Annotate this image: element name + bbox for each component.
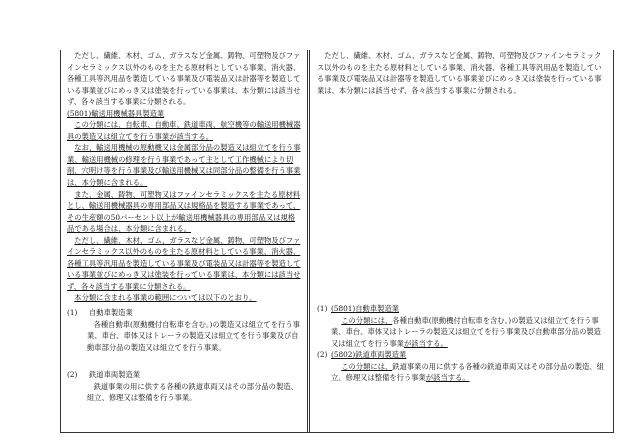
right-column: [317, 50, 607, 384]
right-item-1-number: (1): [317, 304, 328, 314]
right-item-2-header: [317, 349, 607, 361]
left-para-4: ただし、繊維、木材、ゴム、ガラスなど金属、鋳物、可塑物及びファインセラミックス以外のものを主たる原材料としている事業、消火器、各種工具等汎用品を製造している事業及び電装品又は計器等を製造している事業並びにめっき又は塗装を行っている事業は、本分類には該当せず、各々該当する事業に分類される。: [67, 235, 301, 291]
right-item-2-text: 鉄道事業の用に供する各種の鉄道車両又はその部分品の製造、組立、修理又は整備を行う事業: [331, 361, 604, 383]
right-item-1-lead: この分類には、: [341, 315, 393, 325]
left-item-1-title: 自動車製造業: [89, 308, 133, 318]
left-intro: ただし、繊維、木材、ゴム、ガラスなど金属、鋳物、可塑物及びファインセラミックス以外のものを主たる原材料としている事業、消火器、各種工具等汎用品を製造している事業及び電装品又は計器等を製造している事業並びにめっき又は塗装を行っている事業は、本分類には該当せず、各々該当する事業に分類される。: [67, 51, 301, 107]
comparison-table: [60, 50, 614, 433]
right-intro: ただし、繊維、木材、ゴム、ガラスなど金属、鋳物、可塑物及びファインセラミックス以外のものを主たる原材料としている事業、消火器、各種工具等汎用品を製造している事業及び電装品又は計器等を製造している事業並びにめっき又は塗装を行っている事業は、本分類には該当せず、各々該当する事業に分類される。: [317, 51, 602, 95]
left-item-2-title: 鉄道車両製造業: [89, 370, 141, 380]
left-heading: (5801)輸送用機械器具製造業: [67, 108, 165, 118]
left-item-1-body: 各種自動車(原動機付自転車を含む。)の製造又は組立てを行う事業、車台、車体又はトレーラの製造又は組立てを行う事業及び自動車部分品の製造又は組立てを行う事業。: [87, 319, 300, 352]
left-column: [67, 50, 301, 404]
right-item-1-text: 各種自動車(原動機付自転車を含む。)の製造又は組立てを行う事業、車台、車体又はトレーラの製造又は組立てを行う事業及び自動車部分品の製造又は組立てを行う事業: [331, 315, 601, 348]
left-para-2: なお、輸送用機械の原動機又は金属部分品の製造又は組立てを行う事業、輸送用機械の修理を行う事業であって主として工作機械により切削、穴明け等を行う事業及び輸送用機械又は同部分品の整備を行う事業は、本分類に含まれる。: [67, 143, 301, 188]
left-item-1-header: [67, 307, 301, 319]
right-item-2-body: [331, 361, 607, 384]
right-item-2-tail: が該当する。: [425, 373, 470, 383]
right-item-1-tail: が該当する。: [403, 338, 448, 348]
right-item-1-title: (5801)自動車製造業: [331, 304, 400, 314]
right-item-2-lead: この分類には、: [341, 361, 393, 371]
left-item-2-body: 鉄道事業の用に供する各種の鉄道車両又はその部分品の製造、組立、修理又は整備を行う事業。: [87, 381, 298, 403]
left-item-2-header: [67, 369, 301, 381]
right-item-1-header: [317, 303, 607, 315]
left-para-3: また、金属、鋳物、可塑物又はファインセラミックスを主たる原材料とし、輸送用機械器具の専用部品又は規格品を製造する事業であって、その生産額の50パーセント以上が輸送用機械器具の専用部品又は規格品である場合は、本分類に含まれる。: [67, 189, 301, 234]
left-item-2-number: (2): [67, 370, 78, 380]
right-item-2-number: (2): [317, 350, 328, 360]
right-item-2-title: (5802)鉄道車両製造業: [331, 350, 407, 360]
right-item-1-body: [331, 315, 607, 350]
left-scope: 本分類に含まれる事業の範囲については以下のとおり。: [74, 293, 257, 303]
left-item-1-number: (1): [67, 308, 78, 318]
left-para-1: この分類には、自転車、自動車、鉄道車両、航空機等の輸送用機械器具の製造又は組立てを行う事業が該当する。: [67, 120, 301, 141]
column-divider: [307, 50, 310, 432]
